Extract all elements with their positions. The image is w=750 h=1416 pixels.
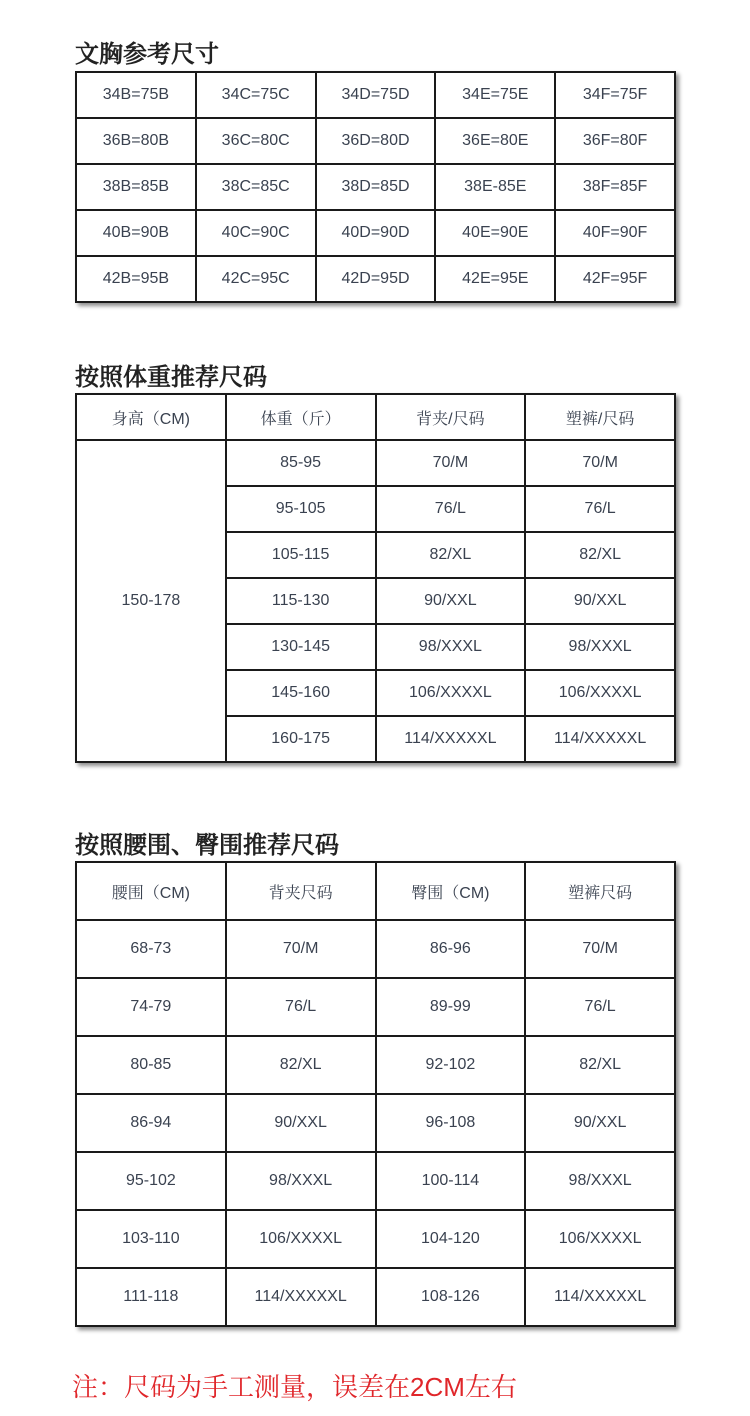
column-header: 臀围（CM) [376, 862, 526, 920]
table-cell: 90/XXL [376, 578, 526, 624]
table-cell: 68-73 [76, 920, 226, 978]
table-cell: 38E-85E [435, 164, 555, 210]
bra-section-title: 文胸参考尺寸 [75, 41, 219, 68]
table-cell: 82/XL [226, 1036, 376, 1094]
table-cell: 82/XL [376, 532, 526, 578]
weight-section-title: 按照体重推荐尺码 [75, 364, 267, 391]
table-cell: 70/M [376, 440, 526, 486]
table-row [76, 920, 675, 978]
table-cell: 34B=75B [76, 72, 196, 118]
table-cell: 70/M [525, 440, 675, 486]
table-cell: 36B=80B [76, 118, 196, 164]
column-header: 背夹尺码 [226, 862, 376, 920]
table-cell: 106/XXXXL [525, 1210, 675, 1268]
table-cell: 130-145 [226, 624, 376, 670]
weight-size-table [75, 393, 676, 763]
table-cell: 160-175 [226, 716, 376, 762]
table-cell: 76/L [226, 978, 376, 1036]
column-header: 腰围（CM) [76, 862, 226, 920]
table-cell: 38D=85D [316, 164, 436, 210]
table-cell: 106/XXXXL [525, 670, 675, 716]
table-row [76, 1036, 675, 1094]
table-cell: 76/L [376, 486, 526, 532]
table-cell: 98/XXXL [226, 1152, 376, 1210]
table-row [76, 210, 675, 256]
table-cell: 34E=75E [435, 72, 555, 118]
table-cell: 76/L [525, 978, 675, 1036]
table-cell: 36D=80D [316, 118, 436, 164]
table-header-row [76, 394, 675, 440]
table-row [76, 72, 675, 118]
table-cell: 89-99 [376, 978, 526, 1036]
table-row [76, 256, 675, 302]
column-header: 塑裤尺码 [525, 862, 675, 920]
table-cell: 40E=90E [435, 210, 555, 256]
table-cell: 70/M [525, 920, 675, 978]
table-cell: 40F=90F [555, 210, 675, 256]
table-row [76, 978, 675, 1036]
table-cell: 100-114 [376, 1152, 526, 1210]
table-cell: 82/XL [525, 1036, 675, 1094]
table-cell: 86-94 [76, 1094, 226, 1152]
table-header-row [76, 862, 675, 920]
table-cell: 34D=75D [316, 72, 436, 118]
table-cell: 106/XXXXL [376, 670, 526, 716]
height-range-cell: 150-178 [76, 440, 226, 762]
table-cell: 104-120 [376, 1210, 526, 1268]
table-row [76, 118, 675, 164]
table-cell: 40C=90C [196, 210, 316, 256]
table-cell: 76/L [525, 486, 675, 532]
table-cell: 38B=85B [76, 164, 196, 210]
table-cell: 36F=80F [555, 118, 675, 164]
table-cell: 98/XXXL [525, 624, 675, 670]
table-cell: 86-96 [376, 920, 526, 978]
table-cell: 38C=85C [196, 164, 316, 210]
table-cell: 42C=95C [196, 256, 316, 302]
table-cell: 108-126 [376, 1268, 526, 1326]
table-cell: 95-105 [226, 486, 376, 532]
table-cell: 145-160 [226, 670, 376, 716]
table-cell: 114/XXXXXL [226, 1268, 376, 1326]
waist-hip-size-table [75, 861, 676, 1327]
table-cell: 103-110 [76, 1210, 226, 1268]
table-cell: 40B=90B [76, 210, 196, 256]
table-cell: 114/XXXXXL [376, 716, 526, 762]
column-header: 塑裤/尺码 [525, 394, 675, 440]
measurement-note: 注：尺码为手工测量，误差在2CM左右 [72, 1372, 517, 1402]
table-cell: 34C=75C [196, 72, 316, 118]
waist-section-title: 按照腰围、臀围推荐尺码 [75, 832, 339, 859]
table-row [76, 1210, 675, 1268]
table-cell: 96-108 [376, 1094, 526, 1152]
table-cell: 114/XXXXXL [525, 1268, 675, 1326]
table-cell: 42D=95D [316, 256, 436, 302]
table-row [76, 1152, 675, 1210]
table-cell: 92-102 [376, 1036, 526, 1094]
table-cell: 90/XXL [525, 578, 675, 624]
table-row [76, 1268, 675, 1326]
table-cell: 111-118 [76, 1268, 226, 1326]
table-cell: 90/XXL [525, 1094, 675, 1152]
table-cell: 74-79 [76, 978, 226, 1036]
table-row [76, 164, 675, 210]
column-header: 体重（斤） [226, 394, 376, 440]
table-cell: 40D=90D [316, 210, 436, 256]
table-cell: 42E=95E [435, 256, 555, 302]
column-header: 身高（CM) [76, 394, 226, 440]
table-cell: 70/M [226, 920, 376, 978]
table-cell: 80-85 [76, 1036, 226, 1094]
table-cell: 36E=80E [435, 118, 555, 164]
table-cell: 42B=95B [76, 256, 196, 302]
table-cell: 42F=95F [555, 256, 675, 302]
table-row [76, 1094, 675, 1152]
table-cell: 114/XXXXXL [525, 716, 675, 762]
table-cell: 98/XXXL [376, 624, 526, 670]
table-cell: 34F=75F [555, 72, 675, 118]
table-cell: 115-130 [226, 578, 376, 624]
column-header: 背夹/尺码 [376, 394, 526, 440]
table-cell: 82/XL [525, 532, 675, 578]
table-cell: 85-95 [226, 440, 376, 486]
table-cell: 105-115 [226, 532, 376, 578]
table-cell: 98/XXXL [525, 1152, 675, 1210]
table-cell: 36C=80C [196, 118, 316, 164]
table-cell: 95-102 [76, 1152, 226, 1210]
table-cell: 90/XXL [226, 1094, 376, 1152]
table-cell: 38F=85F [555, 164, 675, 210]
table-row [76, 440, 675, 486]
bra-size-table [75, 71, 676, 303]
table-cell: 106/XXXXL [226, 1210, 376, 1268]
